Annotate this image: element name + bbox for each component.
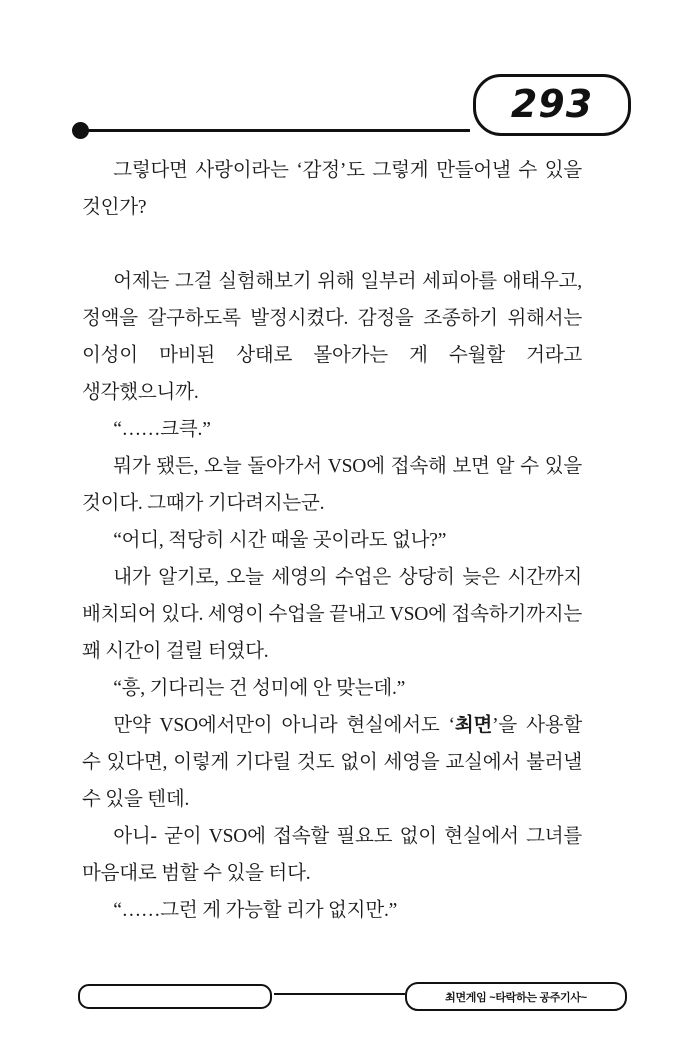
dialogue-line: “……그런 게 가능할 리가 없지만.” xyxy=(113,900,398,921)
paragraph: 어제는 그걸 실험해보기 위해 일부러 세피아를 애태우고, 정액을 갈구하도록 발정시켰다. 감정을 조종하기 위해서는 이성이 마비된 상태로 몰아가는 게 수월할 거라고 생각했으니까. xyxy=(82,271,582,403)
page-number-badge xyxy=(473,74,631,136)
dialogue-line: “……크큭.” xyxy=(113,419,211,440)
dialogue-line: “어디, 적당히 시간 때울 곳이라도 없나?” xyxy=(113,530,447,551)
page-header xyxy=(72,74,631,136)
paragraph: 그렇다면 사랑이라는 ‘감정’도 그렇게 만들어낼 수 있을 것인가? xyxy=(82,160,582,218)
page-footer xyxy=(78,982,627,1008)
paragraph: 아니- 굳이 VSO에 접속할 필요도 없이 현실에서 그녀를 마음대로 범할 수 있을 터다. xyxy=(82,826,582,884)
paragraph: 내가 알기로, 오늘 세영의 수업은 상당히 늦은 시간까지 배치되어 있다. 세영이 수업을 끝내고 VSO에 접속하기까지는 꽤 시간이 걸릴 터였다. xyxy=(82,567,582,662)
dialogue-line: “흥, 기다리는 건 성미에 안 맞는데.” xyxy=(113,678,406,699)
paragraph: 만약 VSO에서만이 아니라 현실에서도 ‘최면’을 사용할 수 있다면, 이렇게 기다릴 것도 없이 세영을 교실에서 불러낼 수 있을 텐데. xyxy=(82,715,582,810)
emphasised-term: 최면 xyxy=(454,715,493,736)
header-rule xyxy=(78,129,470,132)
book-title: 최면게임 ~타락하는 공주기사~ xyxy=(445,991,587,1004)
page-number: 293 xyxy=(510,82,594,126)
paragraph: 뭐가 됐든, 오늘 돌아가서 VSO에 접속해 보면 알 수 있을 것이다. 그때가 기다려지는군. xyxy=(82,456,582,514)
footer-rule xyxy=(274,993,405,995)
footer-left-ornament xyxy=(78,984,272,1009)
footer-title-badge xyxy=(405,982,627,1011)
body-text xyxy=(82,152,582,929)
